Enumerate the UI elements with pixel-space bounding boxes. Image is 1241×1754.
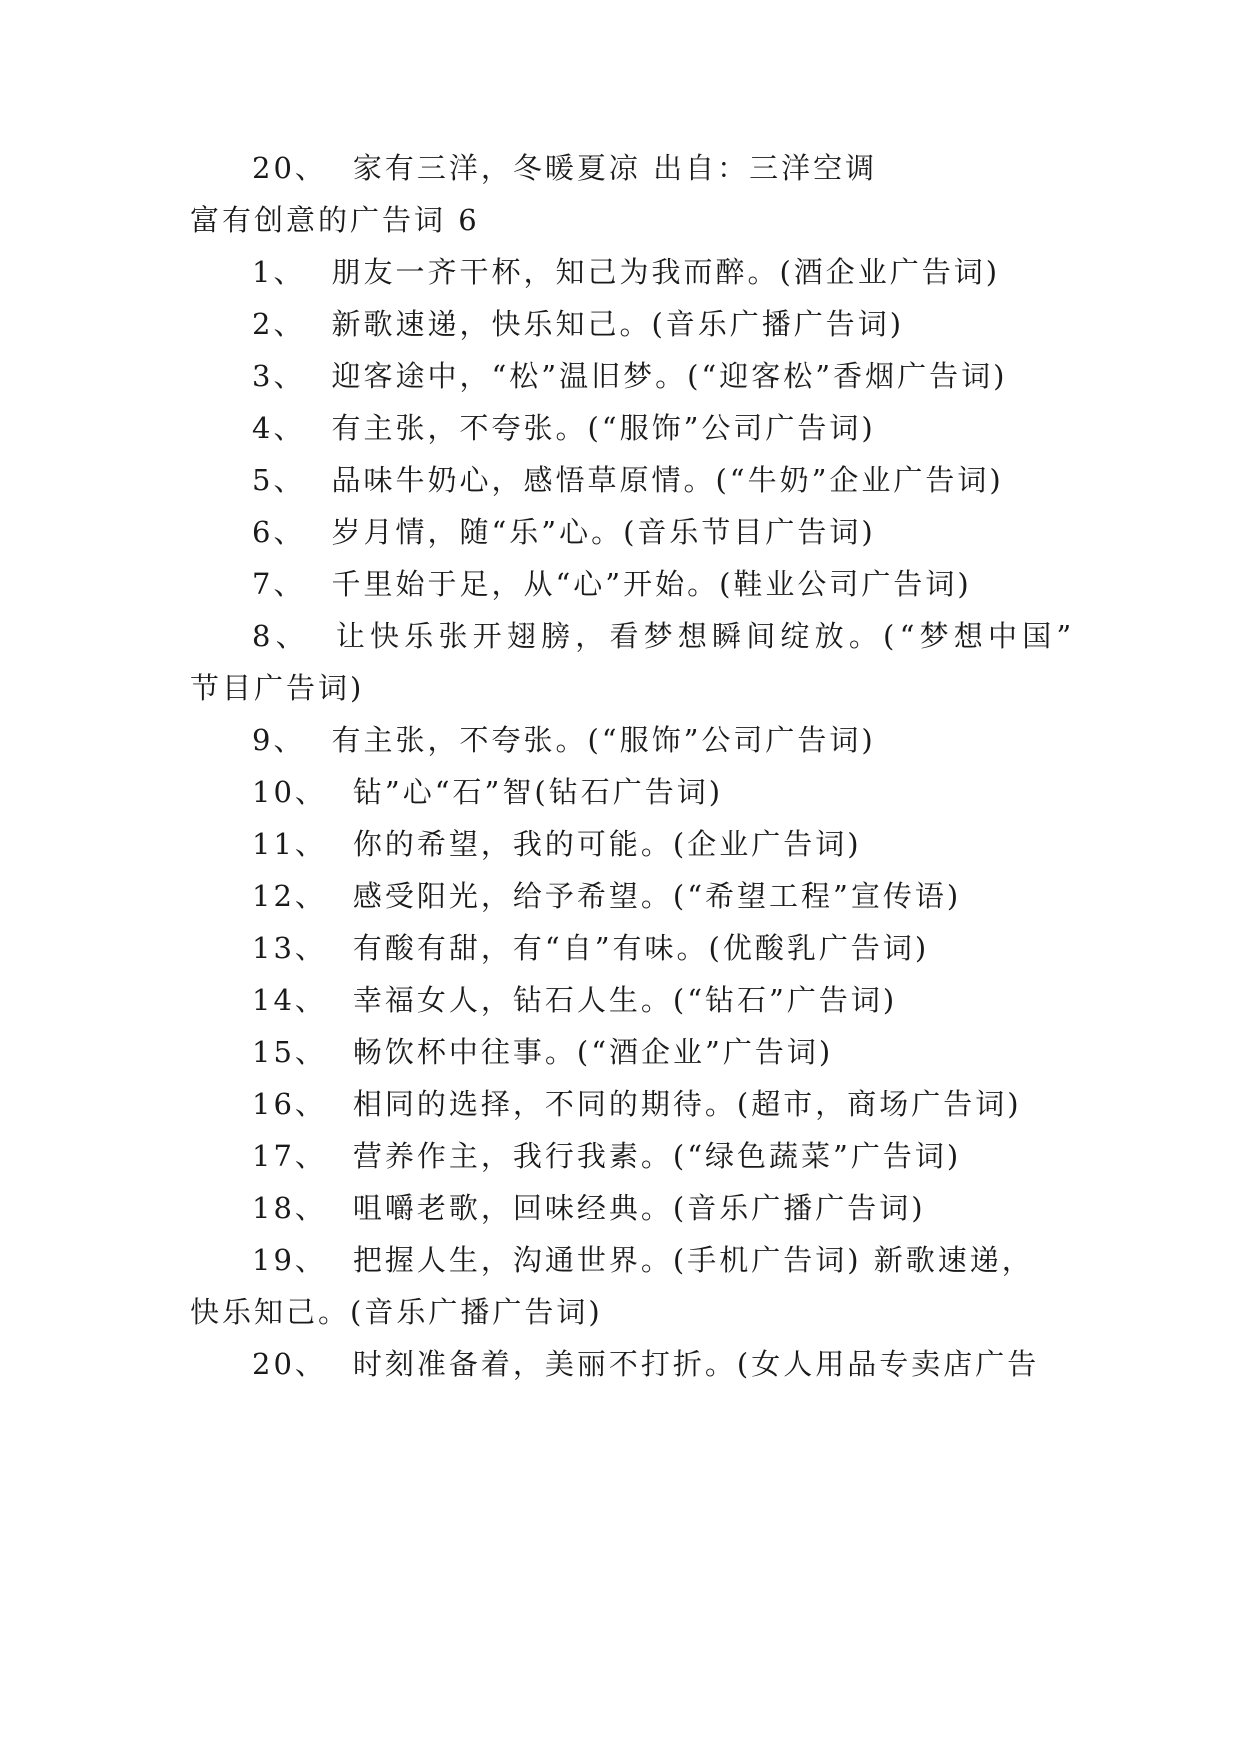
item-number: 17、 xyxy=(252,1139,327,1173)
item-number: 20、 xyxy=(252,151,327,185)
list-item xyxy=(252,720,1152,760)
item-number: 11、 xyxy=(252,827,327,861)
item-number: 9、 xyxy=(252,723,306,757)
item-number: 10、 xyxy=(252,775,327,809)
item-text: 有主张，不夸张。(“服饰”公司广告词) xyxy=(331,411,876,445)
item-text: 家有三洋，冬暖夏凉 出自：三洋空调 xyxy=(352,151,878,185)
list-item xyxy=(252,1344,1152,1384)
list-item xyxy=(252,1136,1152,1176)
list-item xyxy=(252,564,1152,604)
list-item xyxy=(252,460,1152,500)
list-item xyxy=(252,1240,1152,1280)
item-text: 时刻准备着，美丽不打折。(女人用品专卖店广告 xyxy=(352,1347,1040,1381)
list-item xyxy=(252,356,1152,396)
item-number: 12、 xyxy=(252,879,327,913)
list-item xyxy=(252,616,1152,656)
item-text: 有酸有甜，有“自”有味。(优酸乳广告词) xyxy=(352,931,930,965)
list-item xyxy=(252,772,1152,812)
list-item-continuation: 快乐知己。(音乐广播广告词) xyxy=(190,1295,603,1329)
item-text: 迎客途中，“松”温旧梦。(“迎客松”香烟广告词) xyxy=(331,359,1008,393)
section-title: 富有创意的广告词 6 xyxy=(190,203,480,237)
list-item xyxy=(252,928,1152,968)
item-number: 3、 xyxy=(252,359,306,393)
item-number: 15、 xyxy=(252,1035,327,1069)
list-item xyxy=(252,1084,1152,1124)
list-item xyxy=(252,512,1152,552)
list-item xyxy=(252,1188,1152,1228)
item-number: 20、 xyxy=(252,1347,327,1381)
item-number: 18、 xyxy=(252,1191,327,1225)
item-text: 钻”心“石”智(钻石广告词) xyxy=(352,775,724,809)
item-number: 8、 xyxy=(252,619,310,653)
list-item xyxy=(252,1032,1152,1072)
item-text: 朋友一齐干杯，知己为我而醉。(酒企业广告词) xyxy=(331,255,1001,289)
item-number: 19、 xyxy=(252,1243,327,1277)
item-number: 6、 xyxy=(252,515,306,549)
item-text: 咀嚼老歌，回味经典。(音乐广播广告词) xyxy=(352,1191,926,1225)
item-text: 相同的选择，不同的期待。(超市，商场广告词) xyxy=(352,1087,1022,1121)
item-text: 让快乐张开翅膀，看梦想瞬间绽放。(“梦想中国” xyxy=(335,619,1077,653)
item-number: 2、 xyxy=(252,307,306,341)
item-number: 7、 xyxy=(252,567,306,601)
item-text: 品味牛奶心，感悟草原情。(“牛奶”企业广告词) xyxy=(331,463,1004,497)
item-text: 千里始于足，从“心”开始。(鞋业公司广告词) xyxy=(331,567,972,601)
item-number: 5、 xyxy=(252,463,306,497)
item-text: 新歌速递，快乐知己。(音乐广播广告词) xyxy=(331,307,905,341)
list-item xyxy=(252,408,1152,448)
item-number: 16、 xyxy=(252,1087,327,1121)
item-text: 有主张，不夸张。(“服饰”公司广告词) xyxy=(331,723,876,757)
item-text: 感受阳光，给予希望。(“希望工程”宣传语) xyxy=(352,879,962,913)
list-item-continuation: 节目广告词) xyxy=(190,671,365,705)
top-line xyxy=(252,148,1152,188)
item-text: 你的希望，我的可能。(企业广告词) xyxy=(352,827,862,861)
list-item xyxy=(252,876,1152,916)
list-item xyxy=(252,980,1152,1020)
item-text: 岁月情，随“乐”心。(音乐节目广告词) xyxy=(331,515,876,549)
item-text: 幸福女人，钻石人生。(“钻石”广告词) xyxy=(352,983,898,1017)
list-item xyxy=(252,304,1152,344)
list-item xyxy=(252,252,1152,292)
item-number: 13、 xyxy=(252,931,327,965)
list-item xyxy=(252,824,1152,864)
item-number: 1、 xyxy=(252,255,306,289)
item-text: 把握人生，沟通世界。(手机广告词) 新歌速递， xyxy=(352,1243,1034,1277)
item-number: 14、 xyxy=(252,983,327,1017)
item-text: 畅饮杯中往事。(“酒企业”广告词) xyxy=(352,1035,834,1069)
item-number: 4、 xyxy=(252,411,306,445)
item-text: 营养作主，我行我素。(“绿色蔬菜”广告词) xyxy=(352,1139,962,1173)
